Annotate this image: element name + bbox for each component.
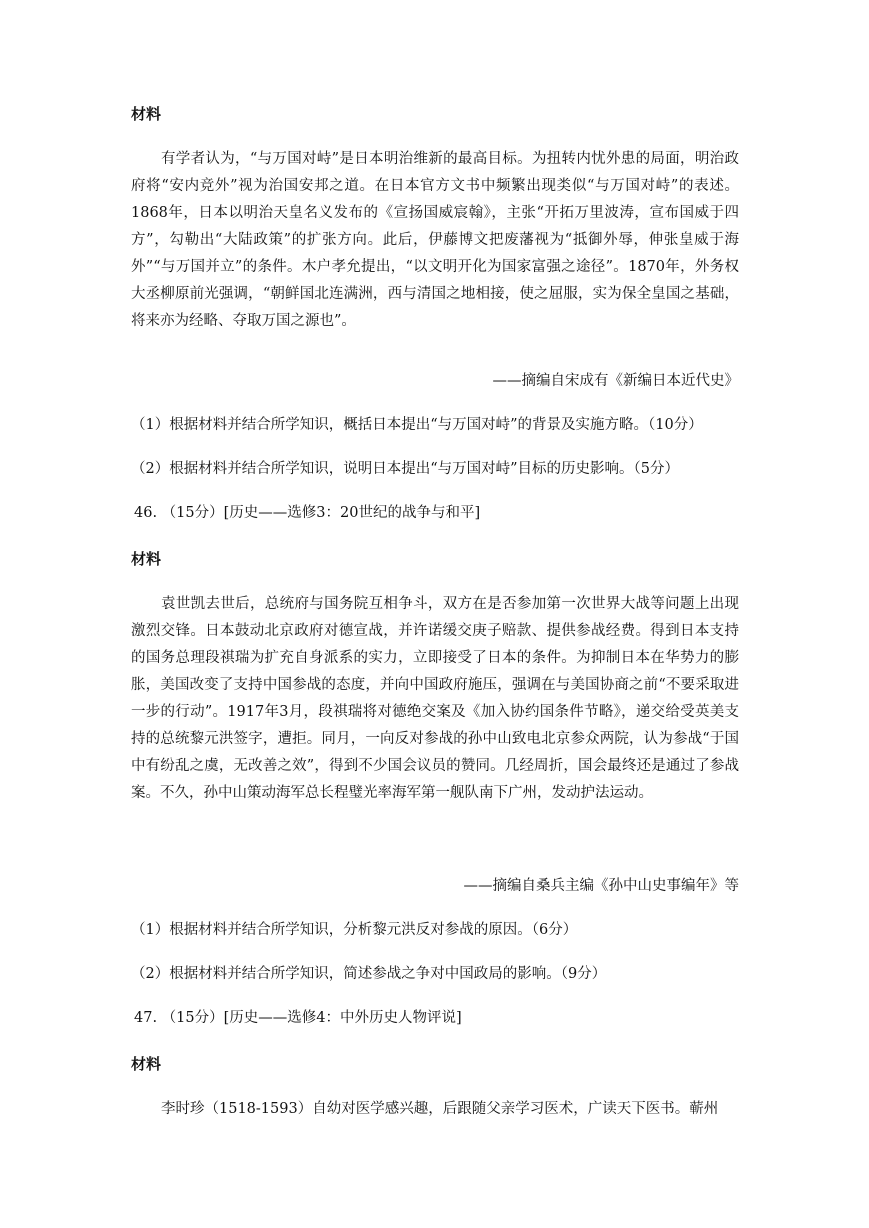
material-text-45: 有学者认为，“与万国对峙”是日本明治维新的最高目标。为扭转内忧外患的局面，明治政府将“安内竞外”视为治国安邦之道。在日本官方文书中频繁出现类似“与万国对峙”的表述。1868年，日本以明治天皇名义发布的《宣扬国威宸翰》，主张“开拓万里波涛，宣布国威于四方”，勾勒出“大陆政策”的扩张方向。此后，伊藤博文把废藩视为“抵御外辱，伸张皇威于海外”“与万国并立”的条件。木户孝允提出，“以文明开化为国家富强之途径”。1870年，外务权大丞柳原前光强调，“朝鲜国北连满洲，西与清国之地相接，使之屈服，实为保全皇国之基础，将来亦为经略、夺取万国之源也”。: [131, 151, 739, 329]
material-heading-46: 材料: [131, 550, 162, 568]
material-heading-45: 材料: [131, 105, 162, 123]
material-text-46: 袁世凯去世后，总统府与国务院互相争斗，双方在是否参加第一次世界大战等问题上出现激烈交锋。日本鼓动北京政府对德宣战，并许诺缓交庚子赔款、提供参战经费。得到日本支持的国务总理段祺瑞为扩充自身派系的实力，立即接受了日本的条件。为抑制日本在华势力的膨胀，美国改变了支持中国参战的态度，并向中国政府施压，强调在与美国协商之前“不要采取进一步的行动”。1917年3月，段祺瑞将对德绝交案及《加入协约国条件节略》，递交给受英美支持的总统黎元洪签字，遭拒。同月，一向反对参战的孙中山致电北京参众两院，认为参战“于国中有纷乱之虞，无改善之效”，得到不少国会议员的赞同。几经周折，国会最终还是通过了参战案。不久，孙中山策动海军总长程璧光率海军第一舰队南下广州，发动护法运动。: [131, 596, 739, 801]
question-46-2: （2）根据材料并结合所学知识，简述参战之争对中国政局的影响。（9分）: [131, 966, 607, 982]
source-citation-45: ——摘编自宋成有《新编日本近代史》: [492, 373, 739, 389]
question-45-1: （1）根据材料并结合所学知识，概括日本提出“与万国对峙”的背景及实施方略。（10分）: [131, 417, 703, 433]
material-text-47: 李时珍（1518-1593）自幼对医学感兴趣，后跟随父亲学习医术，广读天下医书。蕲州: [161, 1101, 719, 1117]
material-heading-47: 材料: [131, 1055, 162, 1073]
question-47-title: 47. （15分）[历史——选修4：中外历史人物评说]: [134, 1010, 462, 1026]
question-46-title: 46. （15分）[历史——选修3：20世纪的战争与和平]: [134, 505, 481, 521]
question-46-1: （1）根据材料并结合所学知识，分析黎元洪反对参战的原因。（6分）: [131, 922, 578, 938]
source-citation-46: ——摘编自桑兵主编《孙中山史事编年》等: [463, 878, 739, 894]
question-45-2: （2）根据材料并结合所学知识，说明日本提出“与万国对峙”目标的历史影响。（5分）: [131, 461, 680, 477]
